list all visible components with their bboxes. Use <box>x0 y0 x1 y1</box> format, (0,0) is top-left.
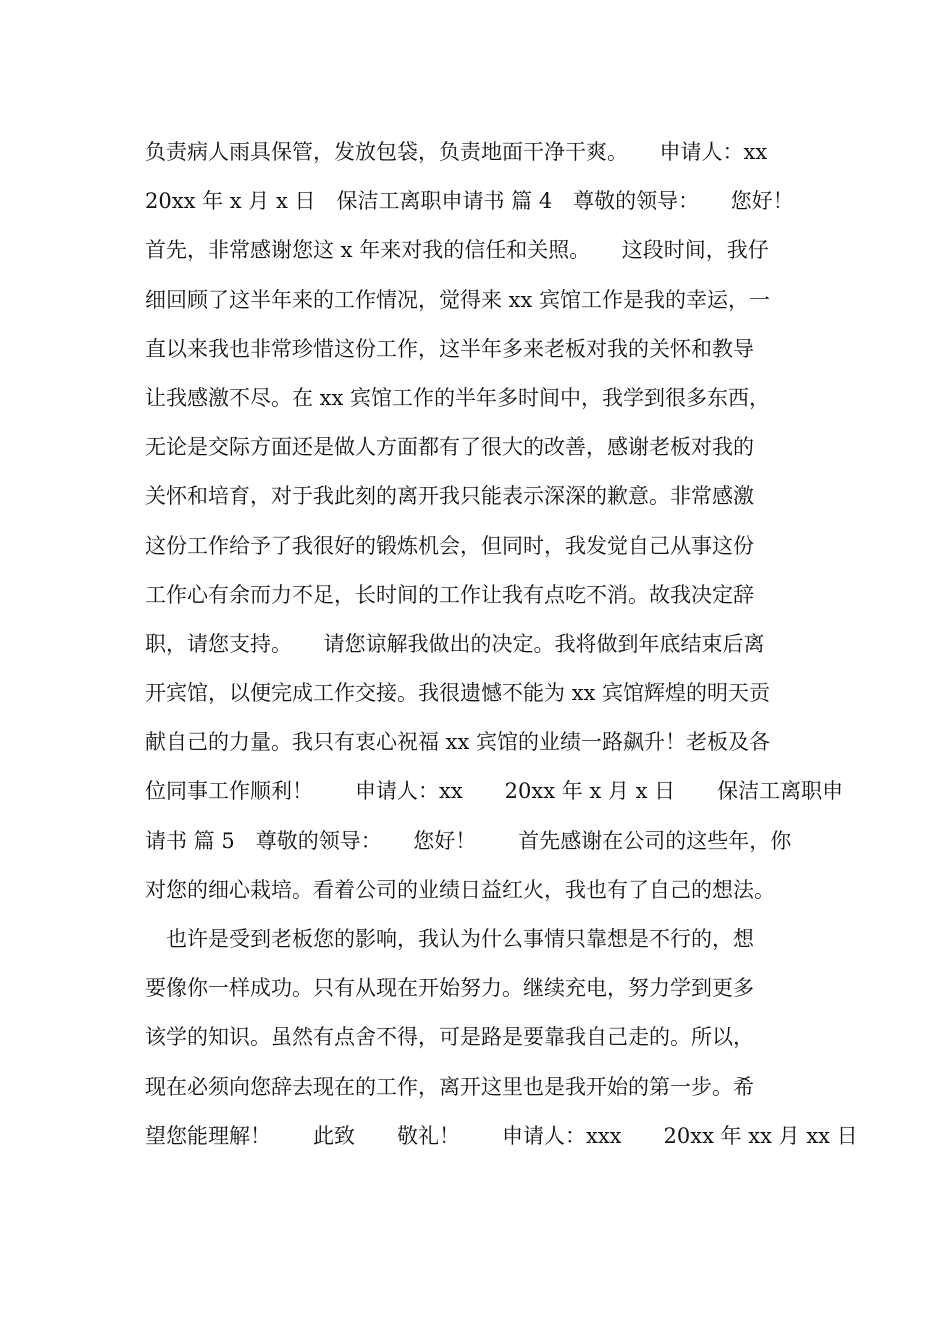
text-line: 负责病人雨具保管，发放包袋，负责地面干净干爽。 申请人：xx <box>145 140 768 164</box>
text-line: 请书 篇 5 尊敬的领导： 您好！ 首先感谢在公司的这些年，你 <box>145 828 792 853</box>
text-line: 献自己的力量。我只有衷心祝福 xx 宾馆的业绩一路飙升！老板及各 <box>145 730 771 755</box>
text-line: 对您的细心栽培。看着公司的业绩日益红火，我也有了自己的想法。 <box>145 877 775 902</box>
text-line: 细回顾了这半年来的工作情况，觉得来 xx 宾馆工作是我的幸运，一 <box>145 287 771 312</box>
text-line: 20xx 年 x 月 x 日 保洁工离职申请书 篇 4 尊敬的领导： 您好！ <box>145 189 794 214</box>
text-line: 该学的知识。虽然有点舍不得，可是路是要靠我自己走的。所以， <box>145 1025 754 1050</box>
text-line: 望您能理解！ 此致 敬礼！ 申请人：xxx 20xx 年 xx 月 xx 日 <box>145 1123 858 1148</box>
text-line: 开宾馆，以便完成工作交接。我很遗憾不能为 xx 宾馆辉煌的明天贡 <box>145 681 771 706</box>
text-line: 要像你一样成功。只有从现在开始努力。继续充电，努力学到更多 <box>145 976 754 1001</box>
text-line: 这份工作给予了我很好的锻炼机会，但同时，我发觉自己从事这份 <box>145 533 754 558</box>
text-line: 首先，非常感谢您这 x 年来对我的信任和关照。 这段时间，我仔 <box>145 238 769 263</box>
text-line: 直以来我也非常珍惜这份工作，这半年多来老板对我的关怀和教导 <box>145 336 754 361</box>
text-line: 工作心有余而力不足，长时间的工作让我有点吃不消。故我决定辞 <box>145 582 754 607</box>
document-body <box>145 131 858 1164</box>
text-line: 现在必须向您辞去现在的工作，离开这里也是我开始的第一步。希 <box>145 1074 754 1099</box>
text-line: 也许是受到老板您的影响，我认为什么事情只靠想是不行的，想 <box>145 927 754 951</box>
text-line: 位同事工作顺利！ 申请人：xx 20xx 年 x 月 x 日 保洁工离职申 <box>145 779 844 804</box>
text-line: 职，请您支持。 请您谅解我做出的决定。我将做到年底结束后离 <box>145 631 765 656</box>
text-line: 无论是交际方面还是做人方面都有了很大的改善，感谢老板对我的 <box>145 435 754 460</box>
text-line: 让我感激不尽。在 xx 宾馆工作的半年多时间中，我学到很多东西， <box>145 385 771 410</box>
text-line: 关怀和培育，对于我此刻的离开我只能表示深深的歉意。非常感激 <box>145 484 754 509</box>
